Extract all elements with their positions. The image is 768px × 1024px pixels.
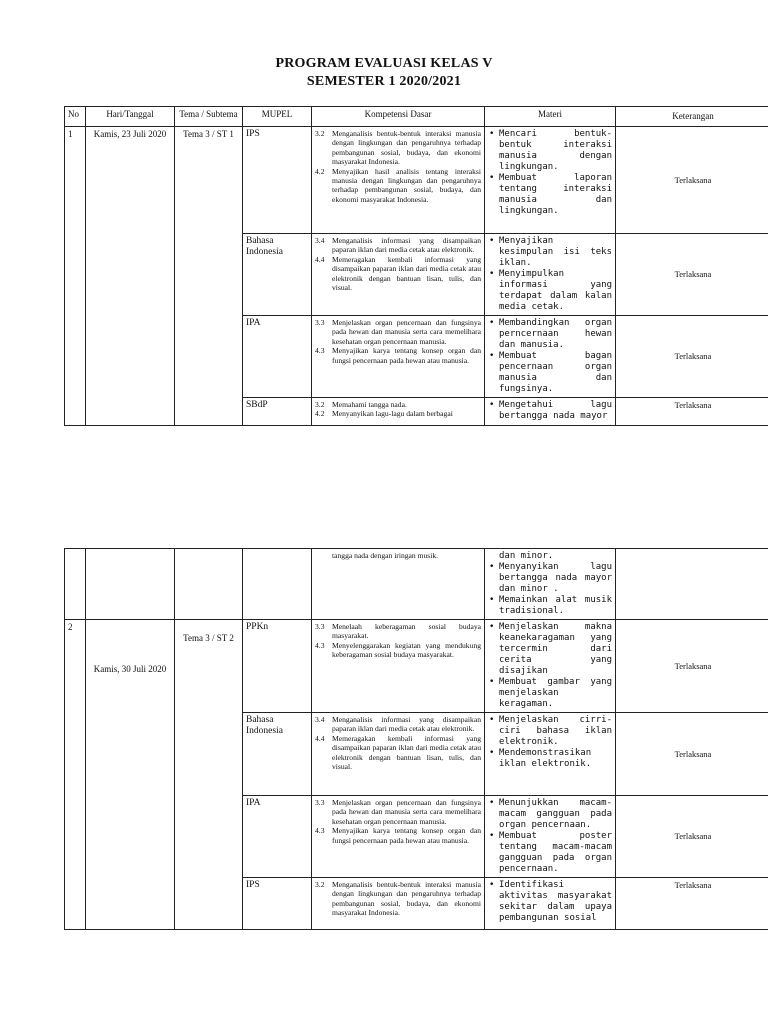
kd-text: Menjelaskan organ pencernaan dan fungsinya pada hewan dan manusia serta cara memelihara kesehatan organ pencernaan manusia. bbox=[332, 798, 481, 826]
kd-item bbox=[315, 641, 481, 660]
materi-item: • Membandingkan organ perncernaan hewan dan manusia. bbox=[488, 318, 612, 351]
materi-cell bbox=[485, 549, 616, 620]
kd-cell bbox=[312, 620, 485, 713]
materi-cell bbox=[485, 127, 616, 234]
kd-number: 3.4 bbox=[315, 236, 325, 245]
mupel-cell: Bahasa Indonesia bbox=[243, 713, 312, 796]
header-hari-tanggal: Hari/Tanggal bbox=[86, 107, 175, 127]
kd-text: Menganalisis bentuk-bentuk interaksi manusia dengan lingkungan dan pengaruhnya terhadap pembangunan sosial, budaya, dan ekonomi masyarakat Indonesia. bbox=[332, 880, 481, 918]
status-cell: Terlaksana bbox=[616, 398, 768, 426]
kd-text: Menyanyikan lagu-lagu dalam berbagai bbox=[332, 409, 453, 419]
materi-cell bbox=[485, 796, 616, 878]
header-no: No bbox=[65, 107, 86, 127]
materi-item: • Mengetahui lagu bertangga nada mayor bbox=[488, 400, 612, 422]
kd-text: tangga nada dengan iringan musik. bbox=[332, 551, 439, 560]
kd-number: 4.3 bbox=[315, 640, 325, 650]
materi-item: • Membuat gambar yang menjelaskan keragaman. bbox=[488, 677, 612, 710]
doc-title: PROGRAM EVALUASI KELAS V bbox=[275, 56, 493, 71]
materi-item: • Membuat poster tentang macam-macam gangguan pada organ pencernaan. bbox=[488, 831, 612, 875]
row-date: Kamis, 23 Juli 2020 bbox=[86, 127, 175, 426]
kd-text: Menganalisis bentuk-bentuk interaksi manusia dengan lingkungan dan pengaruhnya terhadap pembangunan sosial, budaya, dan ekonomi masyarakat Indonesia. bbox=[332, 129, 481, 167]
row-tema-text: Tema 3 / ST 2 bbox=[183, 633, 234, 643]
materi-cell bbox=[485, 398, 616, 426]
kd-item bbox=[315, 715, 481, 734]
kd-text: Memeragakan kembali informasi yang disampaikan paparan iklan dari media cetak atau elektronik dengan bantuan lisan, tulis, dan visual. bbox=[332, 254, 481, 293]
kd-number: 3.2 bbox=[315, 129, 325, 138]
evaluation-table-page2 bbox=[64, 548, 768, 930]
kd-text: Memahami tangga nada. bbox=[332, 400, 407, 409]
kd-cell bbox=[312, 398, 485, 426]
status-cell bbox=[616, 549, 768, 620]
kd-number: 3.2 bbox=[315, 880, 325, 889]
materi-item: • Menyanyikan lagu bertangga nada mayor dan minor . bbox=[488, 562, 612, 595]
status-cell: Terlaksana bbox=[616, 713, 768, 796]
evaluation-table-page1 bbox=[64, 106, 768, 426]
table-row bbox=[65, 127, 768, 234]
materi-continued-text: dan minor. bbox=[499, 551, 554, 561]
materi-item: • Mendemonstrasikan iklan elektronik. bbox=[488, 748, 612, 770]
materi-item: • Membuat laporan tentang interaksi manusia dan lingkungan. bbox=[488, 173, 612, 217]
materi-item: • Memainkan alat musik tradisional. bbox=[488, 595, 612, 617]
materi-item: • Mencari bentuk-bentuk interaksi manusia dengan lingkungan. bbox=[488, 129, 612, 173]
materi-cell bbox=[485, 713, 616, 796]
materi-item: • Menyajikan kesimpulan isi teks iklan. bbox=[488, 236, 612, 269]
materi-cell bbox=[485, 234, 616, 316]
row-tema bbox=[175, 549, 243, 620]
kd-item bbox=[315, 236, 481, 255]
materi-cell bbox=[485, 620, 616, 713]
kd-cell bbox=[312, 796, 485, 878]
kd-item bbox=[315, 409, 481, 418]
table-row bbox=[65, 620, 768, 713]
kd-item bbox=[315, 551, 481, 560]
kd-number: 4.2 bbox=[315, 166, 325, 176]
kd-number: 3.3 bbox=[315, 622, 325, 631]
status-cell: Terlaksana bbox=[616, 878, 768, 930]
kd-number: 4.2 bbox=[315, 409, 325, 419]
materi-item: • Menunjukkan macam-macam gangguan pada organ pencernaan. bbox=[488, 798, 612, 831]
row-number bbox=[65, 549, 86, 620]
kd-cell bbox=[312, 549, 485, 620]
materi-cell bbox=[485, 316, 616, 398]
header-tema-subtema: Tema / Subtema bbox=[175, 107, 243, 127]
row-date bbox=[86, 620, 175, 930]
kd-item bbox=[315, 400, 481, 409]
kd-cell bbox=[312, 234, 485, 316]
kd-text: Menyajikan karya tentang konsep organ dan fungsi pencernaan pada hewan atau manusia. bbox=[332, 826, 481, 845]
kd-text: Menyajikan karya tentang konsep organ dan fungsi pencernaan pada hewan atau manusia. bbox=[332, 346, 481, 365]
kd-cell bbox=[312, 878, 485, 930]
row-tema: Tema 3 / ST 1 bbox=[175, 127, 243, 426]
row-date bbox=[86, 549, 175, 620]
header-kompetensi-dasar: Kompetensi Dasar bbox=[312, 107, 485, 127]
status-cell: Terlaksana bbox=[616, 620, 768, 713]
row-number: 1 bbox=[65, 127, 86, 426]
table-row-continued bbox=[65, 549, 768, 620]
materi-item: • Menjelaskan makna keanekaragaman yang tercermin dari cerita yang disajikan bbox=[488, 622, 612, 677]
header-keterangan: Keterangan bbox=[616, 107, 768, 127]
kd-number: 3.4 bbox=[315, 715, 325, 724]
kd-text: Menyajikan hasil analisis tentang interaksi manusia dengan lingkungan dan pengaruhnya terhadap pembangunan sosial, budaya, dan ekonomi masyarakat Indonesia. bbox=[332, 166, 481, 204]
status-cell: Terlaksana bbox=[616, 127, 768, 234]
kd-cell bbox=[312, 127, 485, 234]
kd-item bbox=[315, 346, 481, 365]
row-date-text: Kamis, 30 Juli 2020 bbox=[93, 664, 167, 674]
mupel-cell bbox=[243, 549, 312, 620]
row-tema bbox=[175, 620, 243, 930]
materi-item: • Menjelaskan cirri-ciri bahasa iklan elektronik. bbox=[488, 715, 612, 748]
materi-item: • Menyimpulkan informasi yang terdapat dalam kalan media cetak. bbox=[488, 269, 612, 313]
kd-item bbox=[315, 622, 481, 641]
kd-item bbox=[315, 880, 481, 918]
status-cell: Terlaksana bbox=[616, 796, 768, 878]
mupel-cell: IPA bbox=[243, 796, 312, 878]
kd-item bbox=[315, 167, 481, 205]
status-cell: Terlaksana bbox=[616, 234, 768, 316]
kd-number: 4.4 bbox=[315, 733, 325, 743]
kd-item bbox=[315, 826, 481, 845]
mupel-cell: IPS bbox=[243, 127, 312, 234]
kd-item bbox=[315, 129, 481, 167]
kd-text: Menjelaskan organ pencernaan dan fungsinya pada hewan dan manusia serta cara memelihara kesehatan organ pencernaan manusia. bbox=[332, 318, 481, 346]
kd-cell bbox=[312, 713, 485, 796]
kd-number: 4.4 bbox=[315, 254, 325, 264]
kd-number: 3.2 bbox=[315, 400, 325, 409]
kd-item bbox=[315, 734, 481, 772]
kd-number: 3.3 bbox=[315, 318, 325, 327]
mupel-cell: PPKn bbox=[243, 620, 312, 713]
mupel-cell: SBdP bbox=[243, 398, 312, 426]
kd-item bbox=[315, 318, 481, 346]
kd-number: 4.3 bbox=[315, 346, 325, 356]
mupel-cell: IPS bbox=[243, 878, 312, 930]
materi-item: • Identifikasi aktivitas masyarakat sekitar dalam upaya pembangunan sosial bbox=[488, 880, 612, 924]
header-mupel: MUPEL bbox=[243, 107, 312, 127]
header-materi: Materi bbox=[485, 107, 616, 127]
kd-text: Menganalisis informasi yang disampaikan paparan iklan dari media cetak atau elektronik. bbox=[332, 715, 481, 734]
mupel-cell: IPA bbox=[243, 316, 312, 398]
table-header-row bbox=[65, 107, 768, 127]
materi-cell bbox=[485, 878, 616, 930]
mupel-cell: Bahasa Indonesia bbox=[243, 234, 312, 316]
kd-text: Menelaah keberagaman sosial budaya masyarakat. bbox=[332, 622, 481, 641]
kd-number: 4.3 bbox=[315, 826, 325, 836]
kd-text: Memeragakan kembali informasi yang disampaikan paparan iklan dari media cetak atau elektronik dengan bantuan lisan, tulis, dan visual. bbox=[332, 733, 481, 772]
kd-item bbox=[315, 798, 481, 826]
kd-text: Menyelenggarakan kegiatan yang mendukung keberagaman sosial budaya masyarakat. bbox=[332, 640, 481, 660]
kd-cell bbox=[312, 316, 485, 398]
kd-number: 3.3 bbox=[315, 798, 325, 807]
row-number: 2 bbox=[65, 620, 86, 930]
status-cell: Terlaksana bbox=[616, 316, 768, 398]
doc-subtitle: SEMESTER 1 2020/2021 bbox=[306, 74, 462, 89]
kd-item bbox=[315, 255, 481, 293]
materi-item: • Membuat bagan pencernaan organ manusia dan fungsinya. bbox=[488, 351, 612, 395]
kd-text: Menganalisis informasi yang disampaikan paparan iklan dari media cetak atau elektronik. bbox=[332, 236, 481, 255]
